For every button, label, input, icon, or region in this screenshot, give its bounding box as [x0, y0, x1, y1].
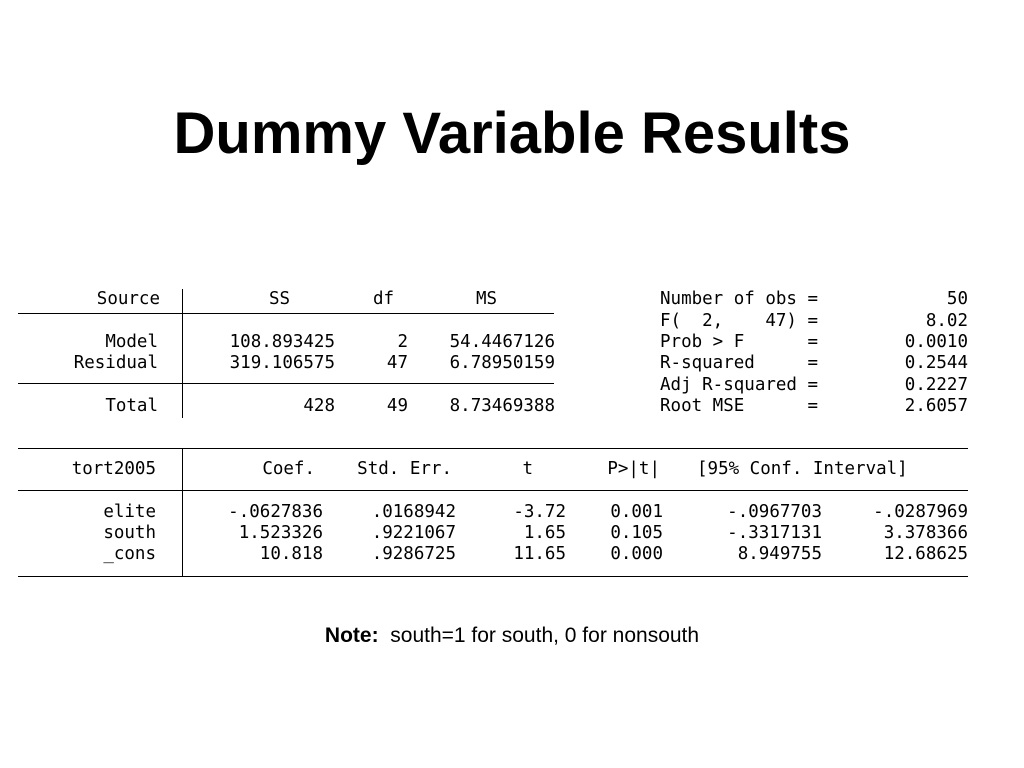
- anova-row-ms: 6.78950159: [449, 353, 555, 373]
- coef-row-se: .9286725: [371, 544, 456, 564]
- anova-row-df: 47: [386, 353, 408, 373]
- anova-row-source: Residual: [73, 353, 158, 373]
- coef-row-t: -3.72: [513, 502, 566, 522]
- coef-row-ci-low: -.0967703: [727, 502, 822, 522]
- coef-row-coef: 1.523326: [238, 523, 323, 543]
- anova-total-source: Total: [105, 396, 158, 416]
- coef-row-p: 0.000: [610, 544, 663, 564]
- coef-row-p: 0.001: [610, 502, 663, 522]
- stat-label: Number of obs =: [660, 289, 819, 309]
- coef-rule-bottom: [18, 576, 968, 577]
- note-label: Note:: [324, 624, 379, 647]
- anova-row-ss: 319.106575: [229, 353, 335, 373]
- stat-value: 2.6057: [904, 396, 968, 416]
- coef-row-se: .9221067: [371, 523, 456, 543]
- anova-row-source: Model: [105, 332, 158, 352]
- coef-rule-top: [18, 448, 968, 449]
- anova-total-ms: 8.73469388: [449, 396, 555, 416]
- coef-row-ci-low: 8.949755: [737, 544, 822, 564]
- coef-row-coef: -.0627836: [228, 502, 323, 522]
- anova-row-ms: 54.4467126: [449, 332, 555, 352]
- coef-row-ci-high: 12.68625: [883, 544, 968, 564]
- anova-row-ss: 108.893425: [229, 332, 335, 352]
- coef-row-coef: 10.818: [259, 544, 323, 564]
- coef-divider: [182, 448, 183, 577]
- anova-total-ss: 428: [303, 396, 335, 416]
- slide-title: Dummy Variable Results: [173, 101, 851, 166]
- anova-total-df: 49: [386, 396, 408, 416]
- note-text: south=1 for south, 0 for nonsouth: [390, 624, 700, 647]
- anova-header-df: df: [373, 289, 395, 309]
- coef-row-ci-high: -.0287969: [873, 502, 968, 522]
- stat-label: F( 2, 47) =: [660, 311, 819, 331]
- stat-value: 0.0010: [904, 332, 968, 352]
- coef-header-coef: Coef.: [262, 459, 315, 479]
- coef-row-p: 0.105: [610, 523, 663, 543]
- anova-rule-top: [18, 313, 554, 314]
- coef-row-ci-low: -.3317131: [727, 523, 822, 543]
- anova-header-ms: MS: [476, 289, 498, 309]
- stat-label: Root MSE =: [660, 396, 819, 416]
- coef-row-ci-high: 3.378366: [883, 523, 968, 543]
- stat-value: 50: [946, 289, 968, 309]
- stat-label: R-squared =: [660, 353, 819, 373]
- anova-rule-mid: [18, 383, 554, 384]
- anova-header-source: Source: [96, 289, 160, 309]
- stat-label: Prob > F =: [660, 332, 819, 352]
- anova-divider: [182, 289, 183, 418]
- stat-label: Adj R-squared =: [660, 375, 819, 395]
- coef-header-ci: [95% Conf. Interval]: [697, 459, 908, 479]
- stat-value: 0.2227: [904, 375, 968, 395]
- coef-header-t: t: [522, 459, 533, 479]
- coef-row-se: .0168942: [371, 502, 456, 522]
- note: [0, 623, 1024, 649]
- stat-value: 0.2544: [904, 353, 968, 373]
- coef-row-var: south: [103, 523, 156, 543]
- coef-depvar: tort2005: [71, 459, 156, 479]
- coef-row-var: elite: [103, 502, 156, 522]
- coef-row-t: 11.65: [513, 544, 566, 564]
- stat-value: 8.02: [925, 311, 968, 331]
- coef-header-p: P>|t|: [607, 459, 660, 479]
- coef-row-t: 1.65: [523, 523, 566, 543]
- coef-row-var: _cons: [103, 544, 156, 564]
- coef-rule-mid: [18, 490, 968, 491]
- anova-row-df: 2: [397, 332, 408, 352]
- coef-header-se: Std. Err.: [357, 459, 452, 479]
- anova-header-ss: SS: [269, 289, 291, 309]
